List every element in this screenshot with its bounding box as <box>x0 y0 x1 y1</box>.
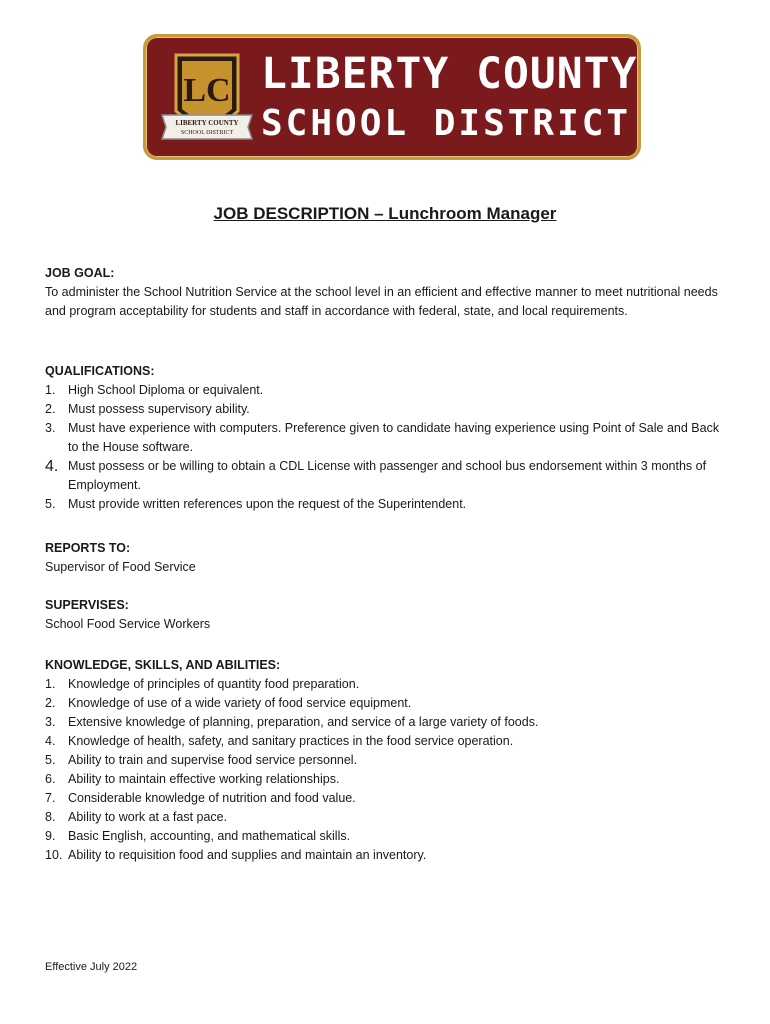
emblem-ribbon-line1: LIBERTY COUNTY <box>175 119 239 127</box>
list-item: 7. Considerable knowledge of nutrition and food value. <box>45 791 356 805</box>
list-item: 6. Ability to maintain effective working relationships. <box>45 772 340 786</box>
list-item: 8. Ability to work at a fast pace. <box>45 810 228 824</box>
logo-text-line1: LIBERTY COUNTY <box>261 49 638 99</box>
ksa-heading: KNOWLEDGE, SKILLS, AND ABILITIES: <box>45 658 281 672</box>
job-goal-section <box>45 264 725 321</box>
list-item: 2. Knowledge of use of a wide variety of food service equipment. <box>45 696 412 710</box>
list-item: 10. Ability to requisition food and supplies and maintain an inventory. <box>45 848 427 862</box>
qualifications-heading: QUALIFICATIONS: <box>45 364 155 378</box>
reports-to-text: Supervisor of Food Service <box>45 560 196 574</box>
supervises-text: School Food Service Workers <box>45 617 211 631</box>
ksa-section <box>45 656 725 865</box>
list-item: 5. Ability to train and supervise food service personnel. <box>45 753 358 767</box>
list-item: 5. Must provide written references upon the request of the Superintendent. <box>45 497 467 511</box>
reports-to-section <box>45 539 725 577</box>
list-item: 1. High School Diploma or equivalent. <box>45 383 264 397</box>
logo-text-line2: SCHOOL DISTRICT <box>261 103 632 144</box>
supervises-heading: SUPERVISES: <box>45 598 129 612</box>
job-goal-heading: JOB GOAL: <box>45 266 115 280</box>
district-emblem <box>158 49 256 149</box>
list-item: 1. Knowledge of principles of quantity food preparation. <box>45 677 360 691</box>
district-logo <box>143 34 641 160</box>
list-item: 4. Knowledge of health, safety, and sanitary practices in the food service operation. <box>45 734 514 748</box>
emblem-ribbon-line2: SCHOOL DISTRICT <box>180 130 234 136</box>
qualifications-list <box>45 381 725 514</box>
supervises-section <box>45 596 725 634</box>
list-item: 3. Must have experience with computers. Preference given to candidate having experience using Point of Sale and Back to the House software. <box>45 421 720 454</box>
emblem-monogram: LC <box>183 72 231 109</box>
list-item: 9. Basic English, accounting, and mathematical skills. <box>45 829 351 843</box>
ksa-list <box>45 675 725 865</box>
document-title: JOB DESCRIPTION – Lunchroom Manager <box>213 204 557 223</box>
qualifications-section <box>45 362 725 514</box>
effective-date: Effective July 2022 <box>45 961 138 973</box>
list-item: 2. Must possess supervisory ability. <box>45 402 250 416</box>
reports-to-heading: REPORTS TO: <box>45 541 131 555</box>
list-item: 4. Must possess or be willing to obtain a CDL License with passenger and school bus endorsement within 3 months of Employment. <box>45 458 707 492</box>
job-goal-text: To administer the School Nutrition Service at the school level in an efficient and effective manner to meet nutritional needs and program acceptability for students and staff in accordance with federal, state, and local requirements. <box>45 285 718 318</box>
list-item: 3. Extensive knowledge of planning, preparation, and service of a large variety of foods. <box>45 715 539 729</box>
